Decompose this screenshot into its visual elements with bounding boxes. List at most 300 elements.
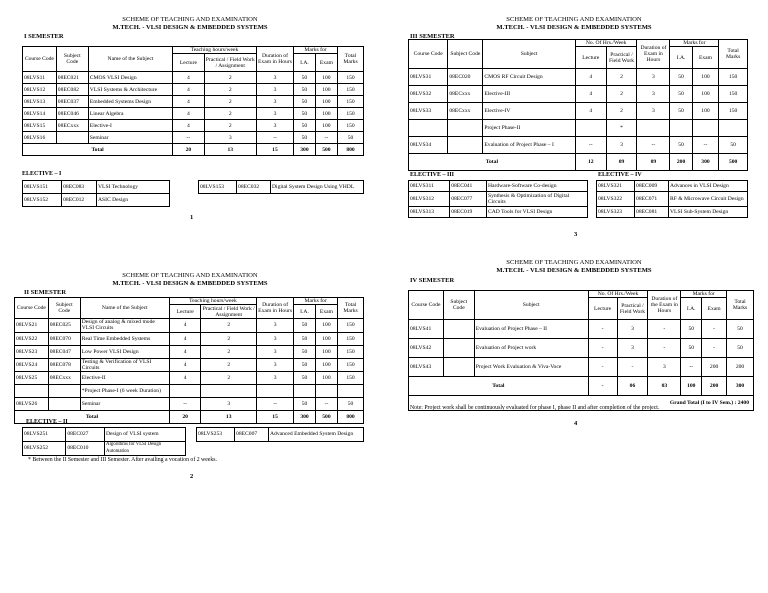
table-cell: 150 xyxy=(338,108,364,120)
scheme-title: SCHEME OF TEACHING AND EXAMINATION xyxy=(122,272,258,279)
table-cell xyxy=(15,385,49,398)
table-cell: 03 xyxy=(648,377,681,396)
table-cell: 08EC041 xyxy=(450,181,487,192)
table-row xyxy=(409,103,748,120)
table-cell: 4 xyxy=(575,69,606,86)
table-cell: 2 xyxy=(204,120,256,132)
program-title: M.TECH. - VLSI DESIGN & EMBEDDED SYSTEMS xyxy=(496,24,652,31)
table-cell: 200 xyxy=(670,154,692,171)
table-cell: 08EC025 xyxy=(48,319,80,332)
table-cell: 3 xyxy=(256,108,293,120)
col-exam: Exam xyxy=(702,298,727,320)
table-cell: 500 xyxy=(719,154,748,171)
table-cell: Hardware-Software Co-design xyxy=(487,181,588,192)
table-cell: 08LVS32 xyxy=(409,86,448,103)
table-cell: 08EC019 xyxy=(450,207,487,218)
total-row xyxy=(23,144,364,156)
table-cell: 50 xyxy=(294,132,316,144)
table-cell xyxy=(443,358,474,377)
col-hours: Teaching hours/week xyxy=(173,47,257,54)
table-cell: 300 xyxy=(294,144,316,156)
col-practical: Practical / Field Work xyxy=(606,47,637,69)
sem4-note: Note: Project work shall be continuously evaluated for phase I, phase II and after completion of the project. xyxy=(410,405,660,411)
table-row xyxy=(23,108,364,120)
table-cell: 100 xyxy=(315,319,337,332)
sem2-table xyxy=(14,297,364,424)
table-cell: Project Phase-II xyxy=(483,120,575,137)
table-cell: - xyxy=(588,339,617,358)
col-subject: Subject xyxy=(483,40,575,69)
sem1-elective-table-left xyxy=(22,180,170,207)
table-cell: 08LVS313 xyxy=(409,207,450,218)
col-lecture: Lecture xyxy=(169,305,201,319)
table-cell: 100 xyxy=(315,84,337,96)
sem3-elective3-title: ELECTIVE – III xyxy=(410,172,455,178)
table-cell: Evaluation of Project work xyxy=(474,339,588,358)
table-cell xyxy=(692,120,719,137)
table-cell xyxy=(257,385,294,398)
table-cell: 3 xyxy=(256,72,293,84)
table-cell: Embedded Systems Design xyxy=(88,96,172,108)
table-row xyxy=(15,372,364,385)
table-cell xyxy=(719,120,748,137)
table-cell: - xyxy=(648,339,681,358)
table-cell: 50 xyxy=(294,108,316,120)
table-cell: -- xyxy=(681,358,702,377)
table-cell: 08ECxxx xyxy=(48,372,80,385)
table-cell: VLSI Technology xyxy=(97,181,170,194)
col-ia: I.A. xyxy=(681,298,702,320)
table-cell: * xyxy=(606,120,637,137)
table-cell: 08EC070 xyxy=(48,332,80,345)
table-cell: 15 xyxy=(257,411,294,424)
table-cell xyxy=(409,120,448,137)
col-practical: Practical / Field Work xyxy=(617,298,648,320)
table-cell: -- xyxy=(692,137,719,154)
table-cell: 100 xyxy=(315,72,337,84)
table-cell: 200 xyxy=(702,377,727,396)
table-cell: 4 xyxy=(575,103,606,120)
table-cell: - xyxy=(702,320,727,339)
table-cell: 08EC020 xyxy=(448,69,483,86)
table-cell: 50 xyxy=(294,358,316,371)
table-cell: 50 xyxy=(294,96,316,108)
table-cell: 08EC077 xyxy=(450,192,487,207)
table-cell: 08LVS311 xyxy=(409,181,450,192)
table-cell: Synthesis & Optimization of Digital Circuits xyxy=(487,192,588,207)
table-cell: 50 xyxy=(294,345,316,358)
table-row xyxy=(23,84,364,96)
table-row xyxy=(409,320,754,339)
table-cell: 08EC007 xyxy=(235,428,269,442)
table-cell: Elective-IV xyxy=(483,103,575,120)
col-marks: Marks for xyxy=(670,40,719,47)
table-cell: -- xyxy=(256,132,293,144)
table-cell: 08LVS26 xyxy=(15,398,49,411)
table-cell: 200 xyxy=(727,358,754,377)
table-row xyxy=(409,69,748,86)
table-row xyxy=(409,181,588,192)
table-row xyxy=(15,398,364,411)
col-total: Total Marks xyxy=(727,291,754,320)
col-hours: No. Of Hrs./Week xyxy=(575,40,637,47)
table-row xyxy=(23,72,364,84)
table-cell: 13 xyxy=(204,144,256,156)
table-cell: 150 xyxy=(719,69,748,86)
scheme-title: SCHEME OF TEACHING AND EXAMINATION xyxy=(506,259,642,266)
page3-title-block xyxy=(404,16,744,32)
col-course-code: Course Code xyxy=(23,47,57,72)
table-cell: 300 xyxy=(294,411,316,424)
table-row xyxy=(15,319,364,332)
table-cell: 50 xyxy=(681,320,702,339)
table-cell: 150 xyxy=(338,358,364,371)
table-cell: 3 xyxy=(201,398,257,411)
table-cell: 100 xyxy=(692,86,719,103)
table-cell: -- xyxy=(315,132,337,144)
table-cell: 08EC010 xyxy=(66,442,105,456)
table-cell: 08LVS25 xyxy=(15,372,49,385)
table-cell: 08LVS252 xyxy=(23,442,66,456)
table-cell: 08LVS153 xyxy=(199,181,237,194)
table-cell: CAD Tools for VLSI Design xyxy=(487,207,588,218)
sem1-label: I SEMESTER xyxy=(24,33,64,40)
table-cell: 08EC047 xyxy=(48,345,80,358)
table-cell: 08EC027 xyxy=(66,428,105,442)
table-row xyxy=(15,332,364,345)
table-cell: -- xyxy=(637,137,670,154)
table-cell: 3 xyxy=(256,84,293,96)
sem3-table xyxy=(408,39,748,171)
table-row xyxy=(409,207,588,218)
table-cell: 3 xyxy=(256,96,293,108)
table-cell: 100 xyxy=(681,377,702,396)
table-cell: 3 xyxy=(257,332,294,345)
table-cell: 2 xyxy=(606,86,637,103)
table-cell xyxy=(670,120,692,137)
col-subject-code: Subject Code xyxy=(448,40,483,69)
table-cell: 50 xyxy=(670,103,692,120)
table-cell xyxy=(575,120,606,137)
table-cell: 08EC081 xyxy=(635,207,669,218)
table-cell: 2 xyxy=(201,345,257,358)
table-cell: 100 xyxy=(315,108,337,120)
table-cell: 500 xyxy=(315,411,337,424)
table-cell: 50 xyxy=(727,339,754,358)
table-cell: 50 xyxy=(294,84,316,96)
table-cell: 08LVS12 xyxy=(23,84,57,96)
table-cell: 08EC083 xyxy=(62,181,97,194)
table-cell: 100 xyxy=(315,120,337,132)
table-cell: 08LVS251 xyxy=(23,428,66,442)
sem4-label: IV SEMESTER xyxy=(410,277,455,284)
table-cell: -- xyxy=(315,398,337,411)
table-cell: Seminar xyxy=(88,132,172,144)
table-cell xyxy=(315,385,337,398)
table-cell: Real Time Embedded Systems xyxy=(80,332,169,345)
table-cell: CMOS RF Circuit Design xyxy=(483,69,575,86)
col-duration: Duration of Exam in Hours xyxy=(257,298,294,319)
table-cell: Total xyxy=(23,144,173,156)
table-cell: 300 xyxy=(692,154,719,171)
table-cell: 4 xyxy=(169,319,201,332)
table-cell: 08LVS321 xyxy=(597,181,635,192)
table-cell: 3 xyxy=(257,372,294,385)
col-duration: Duration of the Exam in Hours xyxy=(648,291,681,320)
table-cell: 08LVS43 xyxy=(409,358,444,377)
table-row xyxy=(409,120,748,137)
table-cell: 08EC037 xyxy=(56,96,88,108)
table-cell: 08LVS11 xyxy=(23,72,57,84)
table-cell: 2 xyxy=(201,358,257,371)
page4-title-block xyxy=(404,259,744,275)
table-cell: Total xyxy=(409,377,589,396)
table-cell: 08EC009 xyxy=(635,181,669,192)
table-cell: 3 xyxy=(257,345,294,358)
table-cell: 50 xyxy=(338,132,364,144)
table-cell: Elective-II xyxy=(80,372,169,385)
col-subject-code: Subject Code xyxy=(48,298,80,319)
table-cell: Testing & Verification of VLSI Circuits xyxy=(80,358,169,371)
table-cell: 08ECxxx xyxy=(56,120,88,132)
sem2-elective-table-right xyxy=(196,427,364,442)
table-cell: 3 xyxy=(257,319,294,332)
col-exam: Exam xyxy=(692,47,719,69)
scheme-title: SCHEME OF TEACHING AND EXAMINATION xyxy=(506,16,642,23)
table-cell: 50 xyxy=(294,120,316,132)
table-row xyxy=(409,339,754,358)
table-cell: 3 xyxy=(256,120,293,132)
col-subject: Subject xyxy=(474,291,588,320)
table-cell: 3 xyxy=(257,358,294,371)
table-cell: 08LVS15 xyxy=(23,120,57,132)
table-cell: Evaluation of Project Phase – I xyxy=(483,137,575,154)
col-duration: Duration of Exam in Hours xyxy=(256,47,293,72)
table-cell: 200 xyxy=(702,358,727,377)
table-cell: Evaluation of Project Phase – II xyxy=(474,320,588,339)
col-practical: Practical / Field Work / Assignment xyxy=(204,54,256,72)
table-cell: 08LVS13 xyxy=(23,96,57,108)
table-cell: -- xyxy=(575,137,606,154)
table-cell: 08LVS33 xyxy=(409,103,448,120)
col-ia: I.A. xyxy=(670,47,692,69)
col-exam: Exam xyxy=(315,305,337,319)
table-cell: 08LVS21 xyxy=(15,319,49,332)
table-cell: 150 xyxy=(338,372,364,385)
program-title: M.TECH. - VLSI DESIGN & EMBEDDED SYSTEMS xyxy=(112,280,268,287)
table-cell: ASIC Design xyxy=(97,194,170,207)
table-cell: 08LVS312 xyxy=(409,192,450,207)
table-row xyxy=(15,358,364,371)
sem3-elective4-title: ELECTIVE – IV xyxy=(598,172,642,178)
table-cell: 50 xyxy=(294,372,316,385)
table-cell xyxy=(443,320,474,339)
table-cell xyxy=(448,120,483,137)
table-row xyxy=(409,86,748,103)
table-cell xyxy=(169,385,201,398)
col-name: Name of the Subject xyxy=(80,298,169,319)
table-cell: Elective-III xyxy=(483,86,575,103)
table-cell: 3 xyxy=(637,103,670,120)
table-cell: RF & Microwave Circuit Design xyxy=(669,192,748,207)
page1-title-block xyxy=(20,16,360,32)
col-hours: Teaching hours/week xyxy=(169,298,256,305)
col-lecture: Lecture xyxy=(173,54,205,72)
table-cell: VLSI Sub-System Design xyxy=(669,207,748,218)
table-cell: 4 xyxy=(173,96,205,108)
table-cell: 12 xyxy=(575,154,606,171)
table-cell: - xyxy=(617,358,648,377)
table-cell: 4 xyxy=(169,345,201,358)
table-cell: 08LVS152 xyxy=(23,194,62,207)
table-cell: 50 xyxy=(670,86,692,103)
table-cell: Advances in VLSI Design xyxy=(669,181,748,192)
col-total: Total Marks xyxy=(338,298,364,319)
table-cell: 150 xyxy=(338,332,364,345)
page-number-1: 1 xyxy=(190,214,194,221)
table-cell: 08EC082 xyxy=(56,84,88,96)
table-cell: 2 xyxy=(204,84,256,96)
table-row xyxy=(409,192,588,207)
table-cell: Seminar xyxy=(80,398,169,411)
table-cell: 300 xyxy=(727,377,754,396)
table-cell: 50 xyxy=(719,137,748,154)
table-row xyxy=(597,192,748,207)
table-cell: 100 xyxy=(692,69,719,86)
table-cell: 150 xyxy=(719,86,748,103)
table-cell: 100 xyxy=(692,103,719,120)
col-ia: I.A. xyxy=(294,54,316,72)
total-row xyxy=(409,154,748,171)
table-cell: Total xyxy=(15,411,170,424)
table-cell: 08EC046 xyxy=(56,108,88,120)
table-cell xyxy=(448,137,483,154)
sem2-note: * Between the II Semester and III Semester. After availing a vocation of 2 weeks. xyxy=(28,457,217,463)
table-cell xyxy=(56,132,88,144)
table-cell: 3 xyxy=(637,86,670,103)
program-title: M.TECH. - VLSI DESIGN & EMBEDDED SYSTEMS xyxy=(496,267,652,274)
table-cell: -- xyxy=(169,398,201,411)
table-cell: 4 xyxy=(173,72,205,84)
table-cell: 150 xyxy=(338,345,364,358)
table-cell: Project Work Evaluation & Viva-Voce xyxy=(474,358,588,377)
table-cell: 150 xyxy=(719,103,748,120)
table-cell: 150 xyxy=(338,120,364,132)
col-exam: Exam xyxy=(315,54,337,72)
table-cell: 50 xyxy=(294,332,316,345)
table-cell: - xyxy=(648,320,681,339)
table-cell: 08LVS22 xyxy=(15,332,49,345)
table-cell: 4 xyxy=(169,332,201,345)
col-course-code: Course Code xyxy=(409,40,448,69)
table-row xyxy=(597,207,748,218)
table-cell: - xyxy=(588,320,617,339)
table-cell: Elective-I xyxy=(88,120,172,132)
table-cell: 3 xyxy=(617,320,648,339)
table-cell: 150 xyxy=(338,96,364,108)
table-cell: 3 xyxy=(204,132,256,144)
col-course-code: Course Code xyxy=(15,298,49,319)
table-cell: 20 xyxy=(169,411,201,424)
table-cell: 08ECxxx xyxy=(448,103,483,120)
table-cell: Design of VLSI system xyxy=(105,428,186,442)
table-cell: 2 xyxy=(201,319,257,332)
table-cell: 4 xyxy=(575,86,606,103)
table-cell: 50 xyxy=(294,319,316,332)
table-cell: 800 xyxy=(338,144,364,156)
sem3-elective4-table xyxy=(596,180,748,218)
col-subject-code: Subject Code xyxy=(443,291,474,320)
table-cell: 06 xyxy=(617,377,648,396)
col-total: Total Marks xyxy=(719,40,748,69)
table-cell xyxy=(637,120,670,137)
table-cell: 100 xyxy=(315,332,337,345)
program-title: M.TECH. - VLSI DESIGN & EMBEDDED SYSTEMS xyxy=(112,24,268,31)
table-cell xyxy=(201,385,257,398)
table-cell: 08LVS24 xyxy=(15,358,49,371)
table-cell: 08LVS16 xyxy=(23,132,57,144)
table-cell: 4 xyxy=(173,120,205,132)
page-number-3: 3 xyxy=(574,231,578,238)
col-course-code: Course Code xyxy=(409,291,444,320)
col-name: Name of the Subject xyxy=(88,47,172,72)
col-lecture: Lecture xyxy=(588,298,617,320)
table-cell xyxy=(338,385,364,398)
table-cell: 08LVS34 xyxy=(409,137,448,154)
table-cell: 2 xyxy=(606,103,637,120)
table-cell: 08ECxxx xyxy=(448,86,483,103)
sem4-table xyxy=(408,290,754,411)
sem1-elective-table-right xyxy=(198,180,364,194)
table-row xyxy=(23,96,364,108)
table-cell: 08LVS14 xyxy=(23,108,57,120)
table-cell: 500 xyxy=(315,144,337,156)
table-row xyxy=(409,137,748,154)
table-cell: 50 xyxy=(338,398,364,411)
table-cell: 08LVS31 xyxy=(409,69,448,86)
table-row xyxy=(15,345,364,358)
table-cell: 09 xyxy=(637,154,670,171)
table-cell xyxy=(443,339,474,358)
table-cell: 50 xyxy=(294,72,316,84)
table-cell: -- xyxy=(173,132,205,144)
table-cell: 2 xyxy=(204,72,256,84)
table-cell: 150 xyxy=(338,72,364,84)
table-cell: 100 xyxy=(315,372,337,385)
col-subject-code: Subject Code xyxy=(56,47,88,72)
table-cell: 2 xyxy=(204,96,256,108)
sem2-elective-title: ELECTIVE – II xyxy=(26,419,68,425)
table-cell: 20 xyxy=(173,144,205,156)
table-row xyxy=(15,385,364,398)
table-cell: -- xyxy=(257,398,294,411)
table-cell: 150 xyxy=(338,319,364,332)
table-cell: 13 xyxy=(201,411,257,424)
col-ia: I.A. xyxy=(294,305,316,319)
table-cell: 08LVS41 xyxy=(409,320,444,339)
table-cell xyxy=(48,385,80,398)
sem2-elective-table-left xyxy=(22,427,186,456)
sem1-elective-title: ELECTIVE – I xyxy=(22,171,62,177)
scheme-title: SCHEME OF TEACHING AND EXAMINATION xyxy=(122,16,258,23)
table-cell: *Project Phase-I (6 week Duration) xyxy=(80,385,169,398)
sem2-label: II SEMESTER xyxy=(24,289,67,296)
table-cell: 50 xyxy=(681,339,702,358)
table-cell: 08EC078 xyxy=(48,358,80,371)
col-marks: Marks for xyxy=(681,291,727,298)
col-marks: Marks for xyxy=(294,298,338,305)
table-cell: Advanced Embedded System Design xyxy=(269,428,364,442)
